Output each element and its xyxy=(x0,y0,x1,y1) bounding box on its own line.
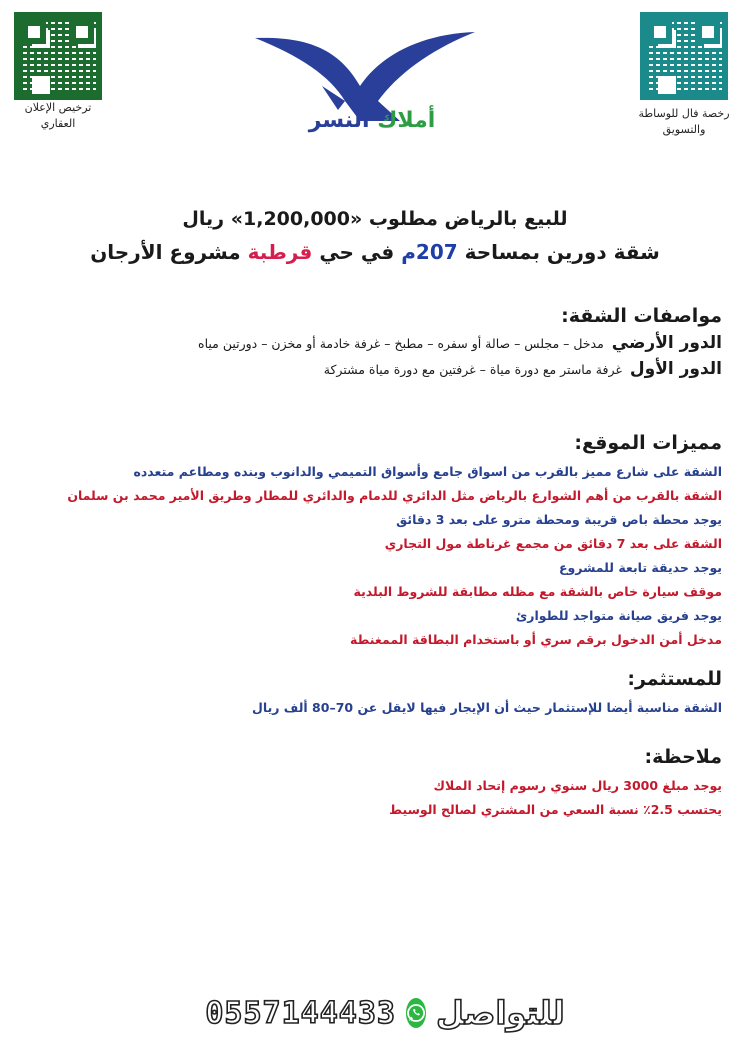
note-line: يوجد مبلغ 3000 ريال سنوي رسوم إتحاد الملاك xyxy=(433,778,722,793)
location-features-section xyxy=(22,432,722,652)
floor-row xyxy=(22,359,722,379)
headline-district: قرطبة xyxy=(247,240,313,264)
floor-name: الدور الأرضي xyxy=(611,333,722,353)
logo-word-alnasr: النسر xyxy=(308,108,370,133)
floor-row xyxy=(22,333,722,353)
feature-item: الشقة بالقرب من أهم الشوارع بالرياض مثل الدائري للدمام والدائري للمطار وطريق الأمير محمد بن سلمان xyxy=(67,488,722,503)
note-title: ملاحظة: xyxy=(644,746,722,768)
headline-suffix: مشروع الأرجان xyxy=(90,240,241,264)
floor-desc: مدخل – مجلس – صالة أو سفره – مطبخ – غرفة خادمة أو مخزن – دورتين مياه xyxy=(198,336,604,351)
feature-item: يوجد فريق صيانة متواجد للطوارئ xyxy=(515,608,722,623)
contact-bar xyxy=(205,990,565,1036)
investor-section xyxy=(22,668,722,720)
location-title: مميزات الموقع: xyxy=(574,432,722,454)
note-section xyxy=(22,746,722,822)
investor-text: الشقة مناسبة أيضا للإستثمار حيث أن الإيجار فيها لايقل عن 70–80 ألف ريال xyxy=(252,700,722,715)
feature-item: موقف سيارة خاص بالشقة مع مظله مطابقة للشروط البلدية xyxy=(353,584,722,599)
qr-code-fal-license xyxy=(640,12,728,100)
feature-item: الشقة على بعد 7 دقائق من مجمع غرناطة مول التجاري xyxy=(384,536,722,551)
headline-description xyxy=(40,240,710,264)
contact-label: للتواصل xyxy=(435,994,565,1032)
logo-wordmark xyxy=(262,108,482,142)
headline-price: للبيع بالرياض مطلوب «1,200,000» ريال xyxy=(182,208,568,230)
apartment-specs-section xyxy=(22,305,722,385)
feature-item: يوجد محطة باص قريبة ومحطة مترو على بعد 3 دقائق xyxy=(396,512,722,527)
qr-left-caption: ترخيص الإعلان العقاري xyxy=(24,101,92,130)
specs-title: مواصفات الشقة: xyxy=(561,305,722,327)
floor-desc: غرفة ماستر مع دورة مياة – غرفتين مع دورة مياة مشتركة xyxy=(323,362,622,377)
phone-number[interactable]: 0557144433 xyxy=(205,995,396,1031)
headline-area: 207م xyxy=(401,240,458,264)
logo-word-amlak: أملاك xyxy=(377,108,436,133)
headline-mid: في حي xyxy=(319,240,395,264)
investor-title: للمستثمر: xyxy=(627,668,722,690)
feature-item: يوجد حديقة تابعة للمشروع xyxy=(558,560,722,575)
whatsapp-icon[interactable] xyxy=(406,998,426,1028)
headline-prefix: شقة دورين بمساحة xyxy=(464,240,660,264)
qr-code-ad-license xyxy=(14,12,102,100)
feature-item: مدخل أمن الدخول برقم سري أو باستخدام البطاقة الممغنطة xyxy=(350,632,722,647)
floor-name: الدور الأول xyxy=(629,359,722,379)
note-line: يحتسب 2.5٪ نسبة السعي من المشتري لصالح الوسيط xyxy=(389,802,722,817)
feature-item: الشقة على شارع مميز بالقرب من اسواق جامع وأسواق التميمي والدانوب وبنده ومطاعم متعدده xyxy=(133,464,722,479)
qr-right-caption: رخصة فال للوساطة والتسويق xyxy=(638,107,730,136)
